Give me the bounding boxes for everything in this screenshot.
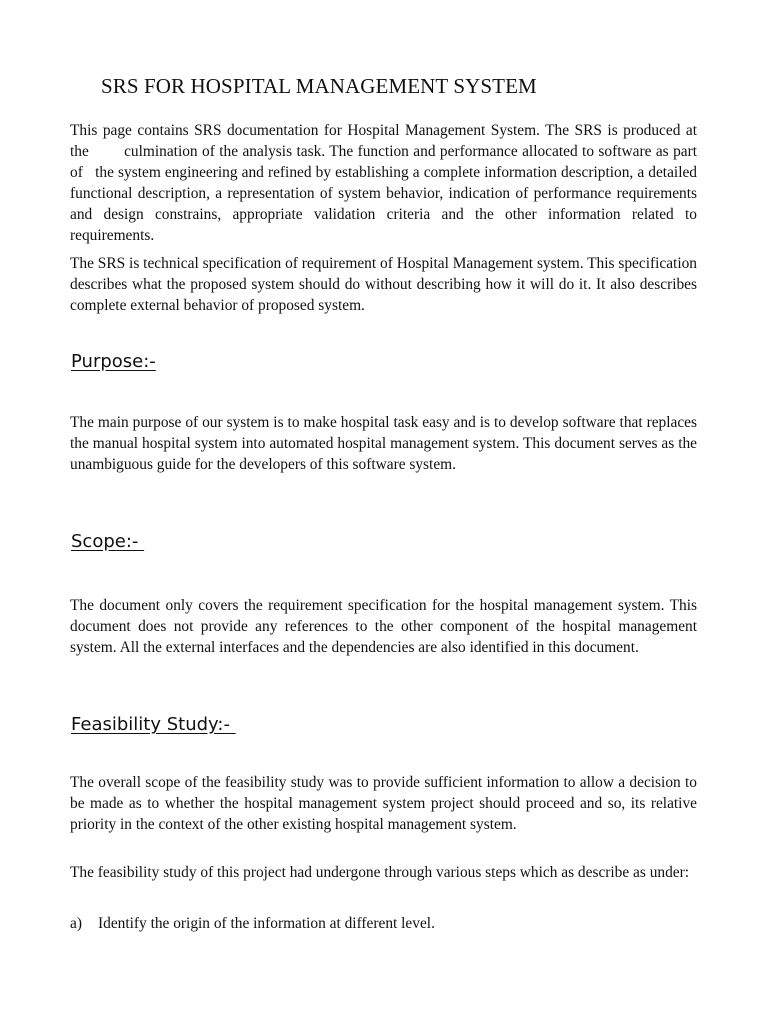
scope-heading: Scope:- [71, 531, 145, 552]
intro-paragraph-1: This page contains SRS documentation for Hospital Management System. The SRS is produced at the culmination of the analysis task. The function and performance allocated to software as part of the system engineering and refined by establishing a complete information description, a detailed functional description, a representation of system behavior, indication of performance requirements and design constrains, appropriate validation criteria and the other information related to requirements. [70, 122, 697, 244]
list-item-text: Identify the origin of the information at different level. [98, 915, 435, 932]
feasibility-paragraph-1: The overall scope of the feasibility study was to provide sufficient information to allow a decision to be made as to whether the hospital management system project should proceed and so, its relative priority in the context of the other existing hospital management system. [70, 774, 697, 833]
purpose-paragraph: The main purpose of our system is to make hospital task easy and is to develop software that replaces the manual hospital system into automated hospital management system. This document serves as the unambiguous guide for the developers of this software system. [70, 414, 697, 473]
list-item [70, 913, 697, 934]
scope-paragraph: The document only covers the requirement specification for the hospital management system. This document does not provide any references to the other component of the hospital management system. All the external interfaces and the dependencies are also identified in this document. [70, 597, 697, 656]
feasibility-paragraph-2: The feasibility study of this project had undergone through various steps which as describe as under: [70, 864, 690, 881]
feasibility-heading: Feasibility Study:- [71, 714, 236, 735]
intro-paragraph-2: The SRS is technical specification of requirement of Hospital Management system. This specification describes what the proposed system should do without describing how it will do it. It also describes complete external behavior of proposed system. [70, 255, 697, 314]
list-item-marker: a) [70, 915, 82, 932]
document-title: SRS FOR HOSPITAL MANAGEMENT SYSTEM [101, 74, 537, 98]
purpose-heading: Purpose:- [71, 351, 156, 372]
